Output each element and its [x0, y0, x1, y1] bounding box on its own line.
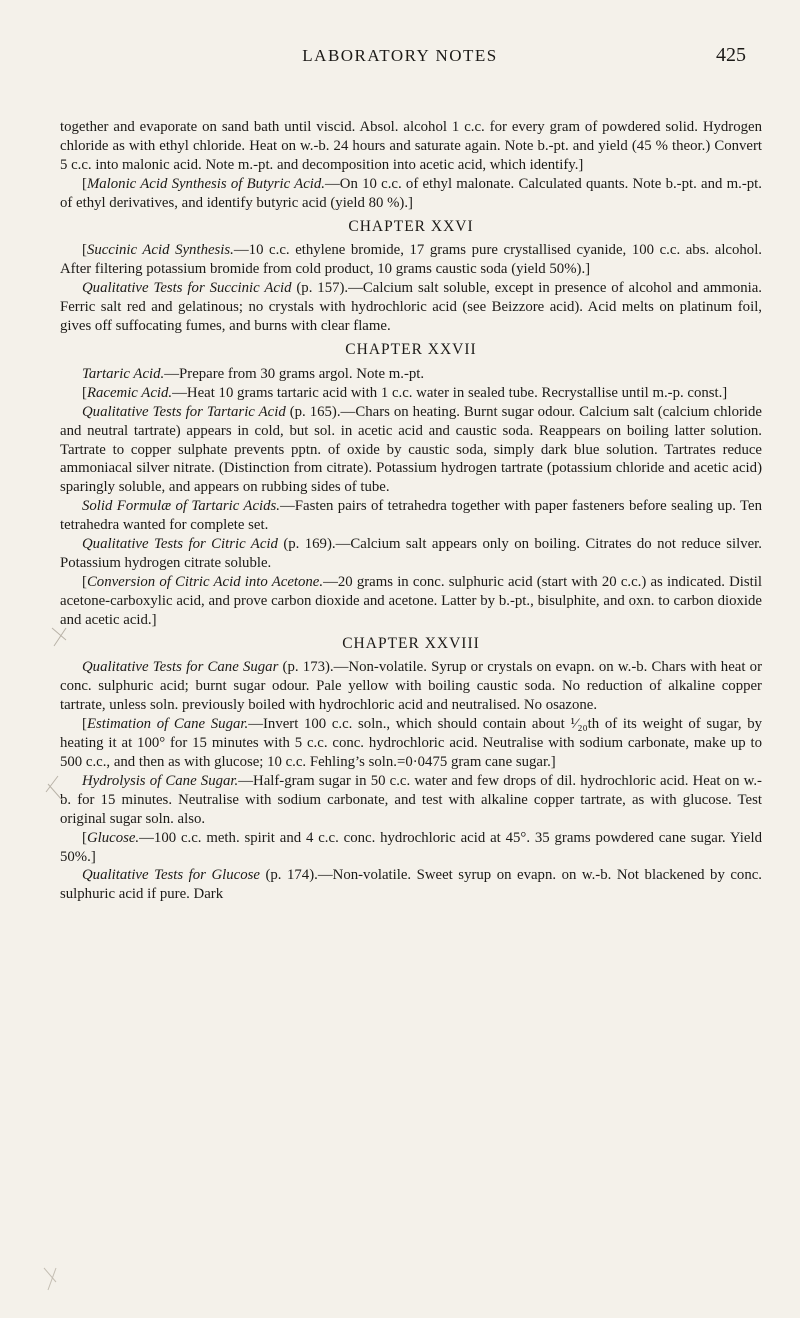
- chapter-heading: CHAPTER XXVI: [348, 217, 474, 235]
- page-number: 425: [716, 44, 746, 66]
- italic-heading: Succinic Acid Synthesis.: [86, 242, 234, 259]
- chapter-heading: CHAPTER XXVIII: [342, 634, 480, 652]
- text-run: —20 grams in conc. sulphuric acid (start with 20 c.c.) as indicated. Distil acetone-carboxylic acid, and prove carbon dioxide and acetone. Latter by b.-pt., bisulphite, and oxn. to carbon dioxide and acetic acid.]: [60, 573, 762, 628]
- body-paragraph: [60, 829, 762, 867]
- italic-heading: Tartaric Acid.: [82, 365, 165, 382]
- body-paragraph: [60, 241, 762, 279]
- italic-heading: Qualitative Tests for Tartaric Acid: [82, 403, 286, 420]
- italic-heading: Estimation of Cane Sugar.: [86, 716, 249, 733]
- chapter-heading: CHAPTER XXVII: [345, 340, 477, 358]
- body-paragraph: [60, 175, 762, 213]
- text-run: (p. 157).—Calcium salt soluble, except in presence of alcohol and ammonia. Ferric salt red and gelatinous; no crystals with hydrochloric acid (see Beizzore acid). Acid melts on platinum foil, gives off suffocating fumes, and burns with clear flame.: [60, 280, 762, 335]
- text-run: —10 c.c. ethylene bromide, 17 grams pure crystallised cyanide, 100 c.c. abs. alcohol. After filtering potassium bromide from cold product, 10 grams caustic soda (yield 50%).]: [60, 242, 763, 278]
- text-run: —Half-gram sugar in 50 c.c. water and few drops of dil. hydrochloric acid. Heat on w.-b. for 15 minutes. Neutralise with sodium carbonate, and test with alkaline copper tartrate, as with glucose. Test original sugar soln. also.: [60, 772, 762, 827]
- italic-heading: Qualitative Tests for Succinic Acid: [82, 280, 292, 297]
- body-paragraph: [60, 118, 762, 175]
- text-run: (p. 165).—Chars on heating. Burnt sugar odour. Calcium salt (calcium chloride and neutral tartrate) appears in cold, but sol. in acetic acid and caustic soda. Reappears on boiling latter solution. Tartrate to copper sulphate prevents pptn. of oxide by caustic soda, simply dark blue solution. Tartrates reduce ammoniacal silver nitrate. (Distinction from citrate). Potassium hydrogen tartrate (potassium chloride and acetic acid) sparingly soluble, and appears on rubbing sides of tube.: [60, 403, 762, 496]
- body-paragraph: [60, 573, 762, 630]
- italic-heading: Racemic Acid.: [86, 384, 173, 401]
- text-run: together and evaporate on sand bath until viscid. Absol. alcohol 1 c.c. for every gram of powdered solid. Hydrogen chloride as with ethyl chloride. Heat on w.-b. 24 hours and saturate again. Note b.-pt. and yield (45 % theor.) Convert 5 c.c. into malonic acid. Note m.-pt. and decomposition into acetic acid, which identify.]: [60, 119, 762, 173]
- italic-heading: Qualitative Tests for Cane Sugar: [82, 659, 279, 676]
- running-title: LABORATORY NOTES: [302, 46, 498, 65]
- text-run: —On 10 c.c. of ethyl malonate. Calculated quants. Note b.-pt. and m.-pt. of ethyl derivatives, and identify butyric acid (yield 80 %).]: [60, 175, 762, 211]
- body-paragraph: [60, 279, 762, 336]
- text-run: —Fasten pairs of tetrahedra together with paper fasteners before sealing up. Ten tetrahedra wanted for complete set.: [60, 498, 762, 534]
- text-run: (p. 169).—Calcium salt appears only on boiling. Citrates do not reduce silver. Potassium hydrogen citrate soluble.: [60, 536, 762, 571]
- text-run: (p. 173).—Non-volatile. Syrup or crystals on evapn. on w.-b. Chars with heat or conc. sulphuric acid; burnt sugar odour. Pale yellow with boiling caustic soda. No reduction of alkaline copper tartrate, unless soln. previously boiled with hydrochloric acid and neutralised. No osazone.: [60, 659, 762, 714]
- body-paragraph: [60, 715, 762, 772]
- text-run: —Invert 100 c.c. soln., which should contain about ¹⁄₂₀th of its weight of sugar, by heating it at 100° for 15 minutes with 5 c.c. conc. hydrochloric acid. Neutralise with sodium carbonate, make up to 500 c.c., and then as with glucose; 10 c.c. Fehling’s soln.=0·0475 gram cane sugar.]: [60, 716, 763, 770]
- text-run: [: [82, 573, 87, 590]
- italic-heading: Qualitative Tests for Citric Acid: [82, 536, 278, 553]
- body-paragraph: [60, 535, 762, 573]
- italic-heading: Qualitative Tests for Glucose: [82, 867, 260, 884]
- body-paragraph: [60, 384, 762, 403]
- body-paragraph: [60, 866, 762, 904]
- text-run: —Heat 10 grams tartaric acid with 1 c.c. water in sealed tube. Recrystallise until m.-p. const.]: [172, 384, 728, 401]
- italic-heading: Glucose.: [86, 829, 140, 846]
- body-paragraph: [60, 658, 762, 715]
- text-run: —Prepare from 30 grams argol. Note m.-pt.: [164, 365, 425, 382]
- text-run: [: [82, 175, 87, 192]
- italic-heading: Malonic Acid Synthesis of Butyric Acid.: [86, 175, 325, 192]
- italic-heading: Conversion of Citric Acid into Acetone.: [86, 573, 324, 590]
- italic-heading: Solid Formulæ of Tartaric Acids.: [82, 498, 280, 515]
- italic-heading: Hydrolysis of Cane Sugar.: [82, 772, 239, 789]
- text-run: [: [82, 829, 87, 846]
- text-run: (p. 174).—Non-volatile. Sweet syrup on evapn. on w.-b. Not blackened by conc. sulphuric acid if pure. Dark: [60, 867, 762, 903]
- page-body: [60, 118, 762, 904]
- body-paragraph: [60, 772, 762, 829]
- text-run: —100 c.c. meth. spirit and 4 c.c. conc. hydrochloric acid at 45°. 35 grams powdered cane sugar. Yield 50%.]: [60, 829, 762, 865]
- running-head: [0, 46, 800, 70]
- body-paragraph: [60, 497, 762, 535]
- text-run: [: [82, 384, 87, 401]
- text-run: [: [82, 242, 87, 259]
- body-paragraph: [60, 403, 762, 498]
- body-paragraph: [60, 365, 762, 384]
- text-run: [: [82, 716, 87, 733]
